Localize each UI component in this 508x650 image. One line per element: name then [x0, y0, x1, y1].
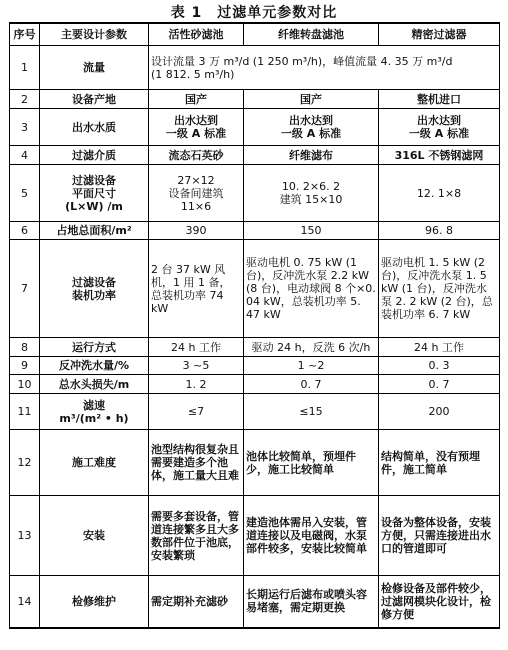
- cell-active-sand: 3 ~5: [149, 357, 244, 375]
- row-no: 4: [10, 146, 40, 165]
- row-param: 检修维护: [40, 576, 149, 628]
- cell-active-sand: 1. 2: [149, 375, 244, 394]
- cell-fiber-disc: 10. 2×6. 2 建筑 15×10: [244, 165, 379, 222]
- cell-precision: 设备为整体设备，安装方便，只需连接进出水口的管道即可: [379, 496, 500, 576]
- cell-active-sand: ≤7: [149, 394, 244, 430]
- cell-fiber-disc: 长期运行后滤布或喷头容易堵塞，需定期更换: [244, 576, 379, 628]
- row-param: 施工难度: [40, 430, 149, 496]
- cell-precision: 驱动电机 1. 5 kW (2 台)，反冲洗水泵 1. 5 kW (1 台)，反冲洗水泵 2. 2 kW (2 台)，总装机功率 6. 7 kW: [379, 240, 500, 338]
- table-row: [10, 430, 500, 496]
- row-merged-value: 设计流量 3 万 m³/d (1 250 m³/h)，峰值流量 4. 35 万 m³/d (1 812. 5 m³/h): [149, 46, 500, 90]
- cell-fiber-disc: 150: [244, 222, 379, 240]
- cell-active-sand: 24 h 工作: [149, 338, 244, 357]
- row-no: 10: [10, 375, 40, 394]
- header-active-sand-filter: 活性砂滤池: [149, 23, 244, 46]
- header-no: 序号: [10, 23, 40, 46]
- row-param: 反冲洗水量/%: [40, 357, 149, 375]
- row-no: 3: [10, 109, 40, 146]
- row-param: 出水水质: [40, 109, 149, 146]
- table-row: [10, 357, 500, 375]
- cell-precision: 整机进口: [379, 90, 500, 109]
- cell-active-sand: 池型结构很复杂且需要建造多个池体，施工量大且难: [149, 430, 244, 496]
- cell-fiber-disc: 驱动 24 h，反洗 6 次/h: [244, 338, 379, 357]
- row-no: 5: [10, 165, 40, 222]
- table-row: [10, 165, 500, 222]
- row-param: 设备产地: [40, 90, 149, 109]
- cell-fiber-disc: 0. 7: [244, 375, 379, 394]
- row-no: 14: [10, 576, 40, 628]
- table-row: [10, 240, 500, 338]
- cell-precision: 24 h 工作: [379, 338, 500, 357]
- cell-active-sand: 27×12 设备间建筑 11×6: [149, 165, 244, 222]
- row-param: 总水头损失/m: [40, 375, 149, 394]
- row-no: 12: [10, 430, 40, 496]
- cell-active-sand: 390: [149, 222, 244, 240]
- cell-precision: 0. 7: [379, 375, 500, 394]
- row-no: 8: [10, 338, 40, 357]
- table-header-row: [10, 23, 500, 46]
- cell-precision: 12. 1×8: [379, 165, 500, 222]
- cell-active-sand: 2 台 37 kW 风机，1 用 1 备，总装机功率 74 kW: [149, 240, 244, 338]
- cell-precision: 0. 3: [379, 357, 500, 375]
- table-row: [10, 109, 500, 146]
- table-row: [10, 375, 500, 394]
- comparison-table: [9, 22, 500, 629]
- row-param: 过滤设备 装机功率: [40, 240, 149, 338]
- table-title: 表 1 过滤单元参数对比: [170, 5, 338, 21]
- table-row: [10, 394, 500, 430]
- table-row: [10, 222, 500, 240]
- header-precision-filter: 精密过滤器: [379, 23, 500, 46]
- row-param: 流量: [40, 46, 149, 90]
- row-no: 9: [10, 357, 40, 375]
- row-no: 11: [10, 394, 40, 430]
- row-no: 6: [10, 222, 40, 240]
- row-no: 13: [10, 496, 40, 576]
- cell-fiber-disc: 建造池体需吊入安装，管道连接以及电磁阀，水泵部件较多，安装比较简单: [244, 496, 379, 576]
- cell-active-sand: 出水达到 一级 A 标准: [149, 109, 244, 146]
- cell-active-sand: 流态石英砂: [149, 146, 244, 165]
- cell-precision: 200: [379, 394, 500, 430]
- row-param: 过滤设备 平面尺寸 (L×W) /m: [40, 165, 149, 222]
- table-row: [10, 90, 500, 109]
- row-param: 过滤介质: [40, 146, 149, 165]
- cell-fiber-disc: 1 ~2: [244, 357, 379, 375]
- cell-active-sand: 需定期补充滤砂: [149, 576, 244, 628]
- cell-active-sand: 需要多套设备，管道连接繁多且大多数部件位于池底，安装繁琐: [149, 496, 244, 576]
- table-row: [10, 146, 500, 165]
- table-row: [10, 496, 500, 576]
- row-param: 占地总面积/m²: [40, 222, 149, 240]
- cell-fiber-disc: 出水达到 一级 A 标准: [244, 109, 379, 146]
- header-param: 主要设计参数: [40, 23, 149, 46]
- row-no: 7: [10, 240, 40, 338]
- cell-precision: 结构简单，没有预埋件，施工简单: [379, 430, 500, 496]
- cell-active-sand: 国产: [149, 90, 244, 109]
- table-row: [10, 338, 500, 357]
- table-row: [10, 46, 500, 90]
- cell-precision: 96. 8: [379, 222, 500, 240]
- cell-precision: 316L 不锈钢滤网: [379, 146, 500, 165]
- cell-fiber-disc: 国产: [244, 90, 379, 109]
- cell-precision: 检修设备及部件较少，过滤网模块化设计，检修方便: [379, 576, 500, 628]
- header-fiber-disc-filter: 纤维转盘滤池: [244, 23, 379, 46]
- row-param: 运行方式: [40, 338, 149, 357]
- cell-fiber-disc: ≤15: [244, 394, 379, 430]
- cell-fiber-disc: 驱动电机 0. 75 kW (1 台)，反冲洗水泵 2.2 kW (8 台)，电动球阀 8 个×0. 04 kW，总装机功率 5. 47 kW: [244, 240, 379, 338]
- cell-fiber-disc: 纤维滤布: [244, 146, 379, 165]
- row-no: 1: [10, 46, 40, 90]
- table-row: [10, 576, 500, 628]
- row-param: 安装: [40, 496, 149, 576]
- row-no: 2: [10, 90, 40, 109]
- cell-fiber-disc: 池体比较简单，预埋件少，施工比较简单: [244, 430, 379, 496]
- row-param: 滤速 m³/(m² • h): [40, 394, 149, 430]
- cell-precision: 出水达到 一级 A 标准: [379, 109, 500, 146]
